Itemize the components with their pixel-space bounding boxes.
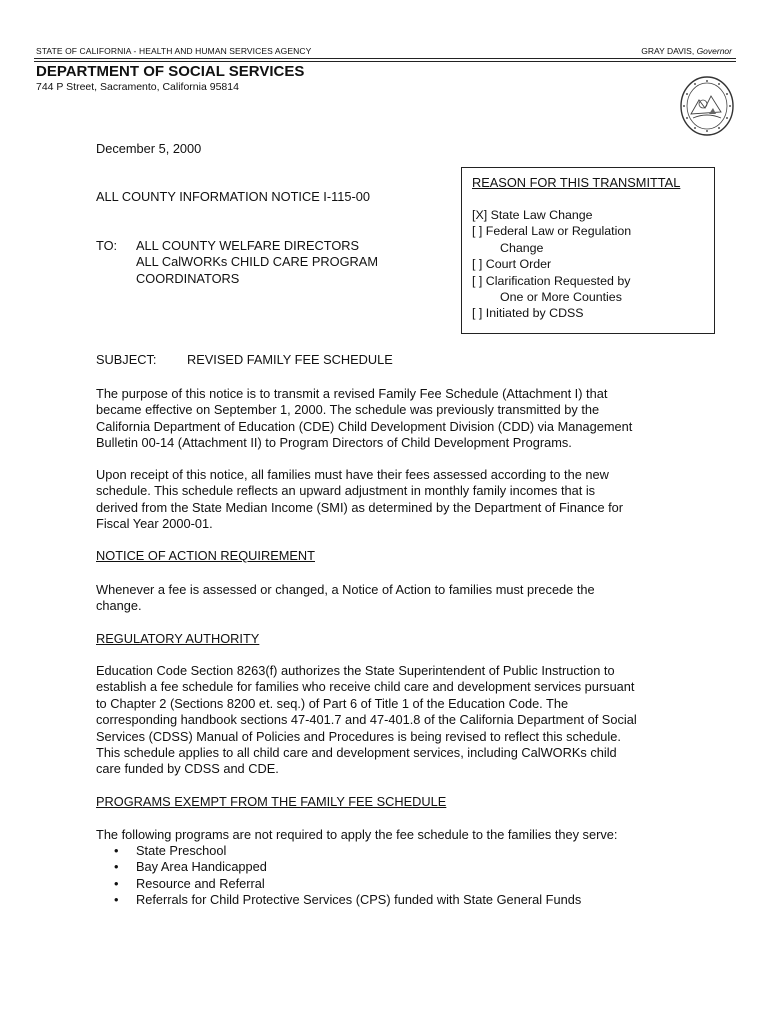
exempt-programs-list bbox=[114, 843, 581, 909]
text-line: This schedule applies to all child care and development services, including CalWORKs child bbox=[96, 745, 617, 761]
subject-label: SUBJECT: bbox=[96, 352, 157, 367]
reason-item-clarification: [ ] Clarification Requested by bbox=[472, 273, 631, 288]
text-line: California Department of Education (CDE) Child Development Division (CDD) via Management bbox=[96, 418, 633, 434]
text-line: change. bbox=[96, 598, 142, 614]
reason-title: REASON FOR THIS TRANSMITTAL bbox=[472, 175, 681, 190]
reason-item-federal-law-cont: Change bbox=[500, 240, 544, 255]
text-line: Bulletin 00-14 (Attachment II) to Program Directors of Child Development Programs. bbox=[96, 435, 572, 451]
text-line: schedule. This schedule reflects an upward adjustment in monthly family incomes that is bbox=[96, 483, 596, 499]
text-line: Services (CDSS) Manual of Policies and Procedures is being revised to reflect this schedule. bbox=[96, 728, 621, 744]
bullet-icon: • bbox=[114, 892, 119, 908]
governor-name: GRAY DAVIS, bbox=[641, 46, 697, 56]
reason-checklist bbox=[472, 207, 631, 322]
text-line: Fiscal Year 2000-01. bbox=[96, 516, 213, 532]
heading-programs-exempt: PROGRAMS EXEMPT FROM THE FAMILY FEE SCHEDULE bbox=[96, 794, 447, 809]
governor-line bbox=[641, 46, 732, 56]
reason-item-cdss: [ ] Initiated by CDSS bbox=[472, 306, 584, 321]
text-line: care funded by CDSS and CDE. bbox=[96, 761, 279, 777]
header-rule-top bbox=[34, 58, 736, 59]
agency-header: STATE OF CALIFORNIA - HEALTH AND HUMAN SERVICES AGENCY bbox=[36, 46, 312, 56]
paragraph-regulatory-authority bbox=[96, 663, 696, 778]
letter-date: December 5, 2000 bbox=[96, 141, 202, 156]
list-item bbox=[114, 892, 581, 908]
text-line: became effective on September 1, 2000. The schedule was previously transmitted by the bbox=[96, 402, 600, 418]
reason-item-clarification-cont: One or More Counties bbox=[500, 290, 622, 305]
notice-number: ALL COUNTY INFORMATION NOTICE I-115-00 bbox=[96, 189, 370, 204]
bullet-icon: • bbox=[114, 843, 119, 858]
list-item-text: Resource and Referral bbox=[136, 875, 265, 891]
text-line: to Chapter 2 (Sections 8200 et. seq.) of Part 6 of Title 1 of the Education Code. The bbox=[96, 695, 569, 711]
bullet-icon: • bbox=[114, 859, 119, 875]
header-rule-bottom bbox=[34, 61, 736, 62]
bullet-icon: • bbox=[114, 875, 119, 891]
recipient-line: ALL COUNTY WELFARE DIRECTORS bbox=[136, 238, 360, 253]
department-name: DEPARTMENT OF SOCIAL SERVICES bbox=[36, 63, 305, 80]
reason-item-court-order: [ ] Court Order bbox=[472, 257, 552, 272]
text-line: Education Code Section 8263(f) authorizes the State Superintendent of Public Instruction to bbox=[96, 663, 615, 678]
reason-item-federal-law: [ ] Federal Law or Regulation bbox=[472, 224, 632, 239]
to-recipients bbox=[136, 238, 378, 287]
department-address: 744 P Street, Sacramento, California 95814 bbox=[36, 81, 239, 93]
state-seal-icon bbox=[679, 74, 735, 138]
list-item bbox=[114, 843, 581, 859]
recipient-line: ALL CalWORKs CHILD CARE PROGRAM bbox=[136, 254, 378, 270]
to-label: TO: bbox=[96, 238, 118, 253]
text-line: derived from the State Median Income (SMI) as determined by the Department of Finance for bbox=[96, 499, 624, 515]
paragraph-programs-exempt: The following programs are not required to apply the fee schedule to the families they serve: bbox=[96, 827, 618, 842]
paragraph-purpose bbox=[96, 386, 696, 452]
list-item bbox=[114, 876, 581, 892]
heading-notice-of-action: NOTICE OF ACTION REQUIREMENT bbox=[96, 548, 315, 563]
subject-text: REVISED FAMILY FEE SCHEDULE bbox=[187, 352, 393, 367]
list-item bbox=[114, 859, 581, 875]
governor-title: Governor bbox=[696, 46, 732, 56]
reason-item-state-law: [X] State Law Change bbox=[472, 208, 593, 222]
paragraph-notice-of-action bbox=[96, 582, 696, 615]
list-item-text: Referrals for Child Protective Services (CPS) funded with State General Funds bbox=[136, 892, 582, 908]
paragraph-receipt bbox=[96, 467, 696, 533]
text-line: corresponding handbook sections 47-401.7 and 47-401.8 of the California Department of Social bbox=[96, 712, 637, 728]
text-line: The purpose of this notice is to transmit a revised Family Fee Schedule (Attachment I) that bbox=[96, 386, 608, 401]
list-item-text: Bay Area Handicapped bbox=[136, 859, 267, 875]
text-line: establish a fee schedule for families who receive child care and development services pursuant bbox=[96, 679, 635, 695]
heading-regulatory-authority: REGULATORY AUTHORITY bbox=[96, 631, 260, 646]
recipient-line: COORDINATORS bbox=[136, 270, 240, 286]
text-line: Upon receipt of this notice, all families must have their fees assessed according to the new bbox=[96, 467, 609, 482]
text-line: Whenever a fee is assessed or changed, a Notice of Action to families must precede the bbox=[96, 582, 595, 597]
list-item-text: State Preschool bbox=[136, 843, 227, 858]
